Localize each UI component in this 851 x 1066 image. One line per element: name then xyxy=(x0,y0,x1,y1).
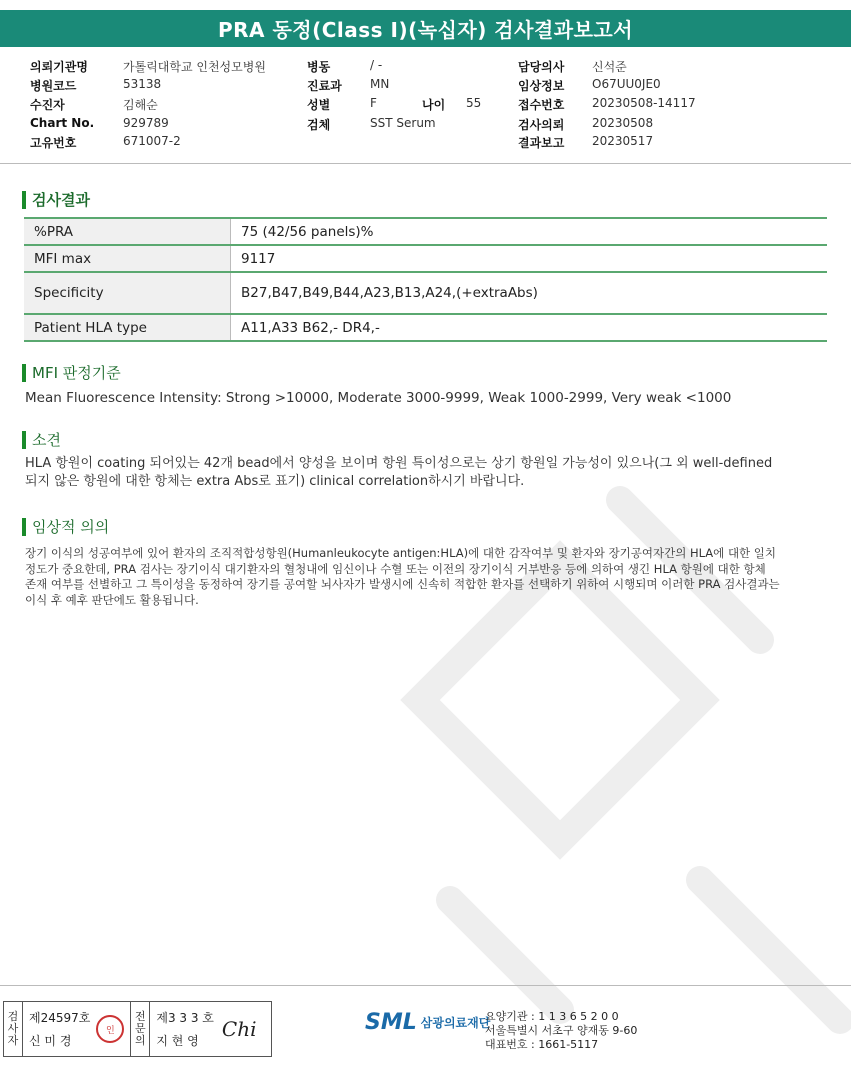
heading-bar xyxy=(22,431,26,449)
clinical-line: 정도가 중요한데, PRA 검사는 장기이식 대기환자의 혈청내에 임신이나 수혈 또는 이전의 장기이식 거부반응 등에 의하여 생긴 HLA 항원에 대한 항체 xyxy=(25,561,766,576)
footer-divider xyxy=(0,985,851,986)
address-line: 대표번호 : 1661-5117 xyxy=(485,1038,599,1051)
info-label: 고유번호 xyxy=(30,136,77,150)
signature: Chi xyxy=(221,1017,257,1041)
heading-bar xyxy=(22,364,26,382)
label-char: 자 xyxy=(7,1034,19,1047)
info-value: 20230508-14117 xyxy=(592,96,696,110)
info-label: 접수번호 xyxy=(518,98,565,112)
table-row xyxy=(24,245,827,272)
signature-box xyxy=(3,1001,272,1057)
info-value: SST Serum xyxy=(370,116,436,130)
info-label: 병동 xyxy=(307,60,331,74)
tester-seal-icon: 인 xyxy=(96,1015,124,1043)
specialist-label xyxy=(130,1002,150,1056)
label-char: 문 xyxy=(135,1022,146,1035)
info-value: F xyxy=(370,96,377,110)
result-key: Patient HLA type xyxy=(24,314,231,341)
info-label: 담당의사 xyxy=(518,60,565,74)
result-value: B27,B47,B49,B44,A23,B13,A24,(+extraAbs) xyxy=(231,272,828,314)
result-key: Specificity xyxy=(24,272,231,314)
tester-block xyxy=(23,1002,90,1056)
finding-line: 되지 않은 항원에 대한 항체는 extra Abs로 표기) clinical correlation하시기 바랍니다. xyxy=(25,474,525,489)
logo-mark: SML xyxy=(365,1010,417,1035)
specialist-no: 제3 3 3 호 xyxy=(156,1011,214,1025)
info-label: 검체 xyxy=(307,118,331,132)
info-label: 결과보고 xyxy=(518,136,565,150)
divider xyxy=(0,163,851,164)
info-value: O67UU0JE0 xyxy=(592,77,661,91)
heading-bar xyxy=(22,518,26,536)
tester-label xyxy=(4,1002,23,1056)
age-label: 나이 xyxy=(422,98,446,112)
info-label: 수진자 xyxy=(30,98,65,112)
report-title: PRA 동정(Class I)(녹십자) 검사결과보고서 xyxy=(0,10,851,47)
age-value: 55 xyxy=(466,96,482,110)
clinical-line: 이식 후 예후 판단에도 활용됩니다. xyxy=(25,592,199,607)
label-char: 사 xyxy=(7,1022,19,1035)
address-line: 서울특별시 서초구 양재동 9-60 xyxy=(485,1024,638,1037)
info-value: MN xyxy=(370,77,390,91)
mfi-heading xyxy=(22,362,121,383)
org-name: 삼광의료재단 xyxy=(420,1016,491,1030)
address-line: 요양기관 : 1 1 3 6 5 2 0 0 xyxy=(485,1010,619,1023)
mfi-heading-text: MFI 판정기준 xyxy=(32,364,121,382)
info-value: / - xyxy=(370,58,383,72)
info-label: 병원코드 xyxy=(30,79,77,93)
results-table xyxy=(24,217,827,342)
info-label: 의뢰기관명 xyxy=(30,60,88,74)
info-label: 임상정보 xyxy=(518,79,565,93)
clinical-heading xyxy=(22,516,109,537)
mfi-text: Mean Fluorescence Intensity: Strong >10000, Moderate 3000-9999, Weak 1000-2999, Very weak <1000 xyxy=(25,390,732,406)
tester-no: 제24597호 xyxy=(29,1011,91,1025)
clinical-heading-text: 임상적 의의 xyxy=(32,518,110,536)
specialist-name: 지 현 영 xyxy=(156,1034,199,1048)
clinical-line: 존재 여부를 선별하고 그 특이성을 동정하여 장기를 공여할 뇌사자가 발생시에 신속히 적합한 환자를 선택하기 위하여 시행되며 이러한 PRA 검사결과는 xyxy=(25,577,780,591)
result-key: MFI max xyxy=(24,245,231,272)
info-value: 20230508 xyxy=(592,116,654,130)
org-address xyxy=(485,1010,637,1052)
clinical-line: 장기 이식의 성공여부에 있어 환자의 조직적합성항원(Humanleukocyte antigen:HLA)에 대한 감작여부 및 환자와 장기공여자간의 HLA에 대한 일치 xyxy=(25,546,777,560)
result-value: 9117 xyxy=(231,245,828,272)
results-heading-text: 검사결과 xyxy=(32,191,90,209)
sml-logo xyxy=(365,1010,490,1035)
result-value: A11,A33 B62,- DR4,- xyxy=(231,314,828,341)
heading-bar xyxy=(22,191,26,209)
info-label: Chart No. xyxy=(30,116,95,130)
info-value: 20230517 xyxy=(592,134,654,148)
label-char: 전 xyxy=(135,1010,146,1023)
table-row xyxy=(24,272,827,314)
finding-heading xyxy=(22,429,61,450)
clinical-text xyxy=(25,546,780,608)
finding-line: HLA 항원이 coating 되어있는 42개 bead에서 양성을 보이며 항원 특이성으로는 상기 항원일 가능성이 있으나(그 외 well-defined xyxy=(25,456,773,471)
table-row xyxy=(24,218,827,245)
info-value: 671007-2 xyxy=(123,134,181,148)
info-label: 검사의뢰 xyxy=(518,118,565,132)
label-char: 의 xyxy=(135,1034,146,1047)
specialist-block xyxy=(150,1002,214,1056)
tester-name: 신 미 경 xyxy=(29,1034,72,1048)
finding-heading-text: 소견 xyxy=(32,431,61,449)
info-value: 53138 xyxy=(123,77,162,91)
info-label: 진료과 xyxy=(307,79,342,93)
info-value: 신석준 xyxy=(592,60,627,74)
info-label: 성별 xyxy=(307,98,331,112)
info-value: 김해순 xyxy=(123,98,158,112)
results-heading xyxy=(22,189,90,210)
table-row xyxy=(24,314,827,341)
info-value: 929789 xyxy=(123,116,169,130)
result-key: %PRA xyxy=(24,218,231,245)
info-value: 가톨릭대학교 인천성모병원 xyxy=(123,60,266,74)
label-char: 검 xyxy=(7,1010,19,1023)
result-value: 75 (42/56 panels)% xyxy=(231,218,828,245)
finding-text xyxy=(25,455,772,491)
